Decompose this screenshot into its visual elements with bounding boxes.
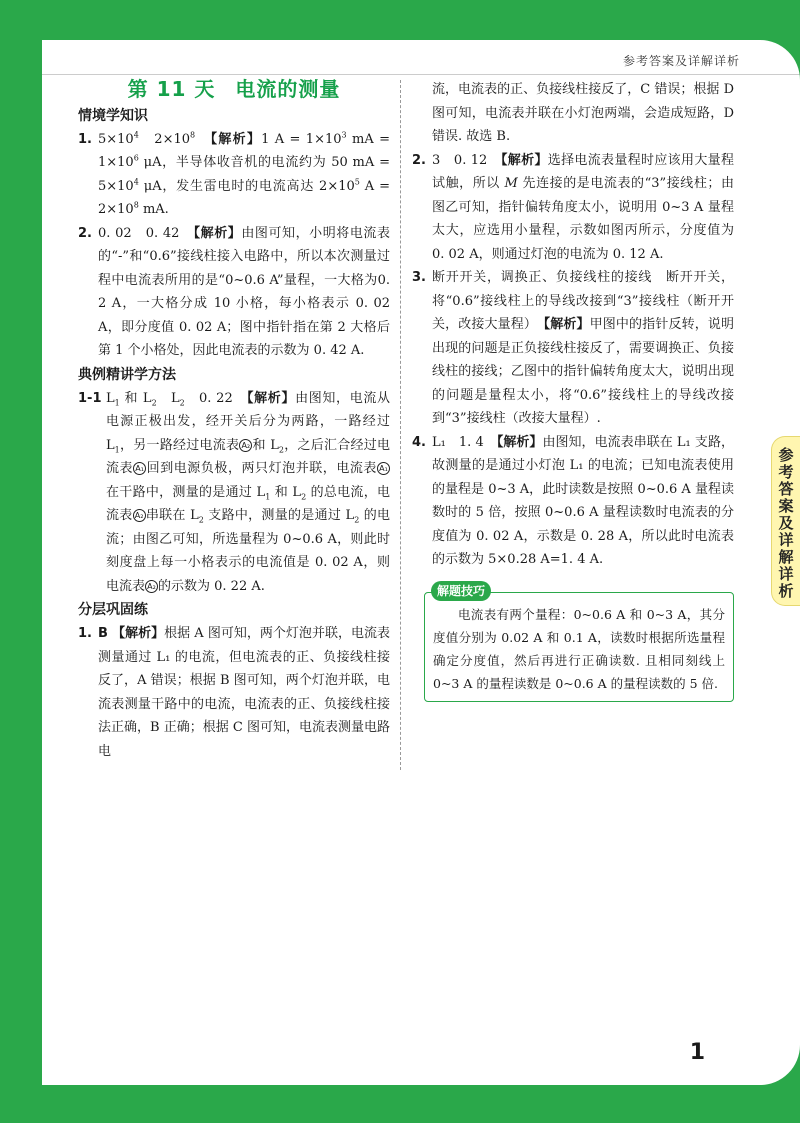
item-number: 3. <box>412 270 426 285</box>
answer-item-b1-continued <box>412 78 734 149</box>
page <box>42 40 800 1085</box>
header-divider <box>42 74 800 75</box>
ammeter-a1-symbol: A₁ <box>133 462 146 475</box>
analysis-tag: 【解析】 <box>112 626 165 641</box>
item-text: $5\times 10^4$ $2\times 10^8$ 【解析】1 $A = 1\times 10^3$ mA = $1\times 10^6$ μA，半导体收音机的电流约为 50 mA = $5\times 10^4$ μA，发生雷电时的电流高达 $2\times 10^5$ $A = 2\times 10^8$ mA. <box>98 130 390 217</box>
analysis-tag: 【解析】 <box>496 434 543 450</box>
ammeter-a2-symbol: A₂ <box>145 580 158 593</box>
column-divider <box>400 80 401 770</box>
item-text: 流，电流表的正、负接线柱接反了，C 错误；根据 D 图可知，电流表并联在小灯泡两端，会造成短路，D 错误. 故选 B. <box>432 82 734 144</box>
tip-box <box>424 583 734 702</box>
answer-item-1 <box>78 128 390 222</box>
item-text-b: 先连接的是电流表的“3”接线柱；由图乙可知，指针偏转角度太小，说明用 0~3 A 量程太大，应选用小量程，示数如图丙所示，分度值为 0. 02 A，则通过灯泡的电流为 0. 12 A. <box>432 176 734 262</box>
item-answer: 0. 02 0. 42 <box>98 225 194 241</box>
item-answer: L₁ 1. 4 <box>432 434 497 450</box>
analysis-tag: 【解析】 <box>210 131 262 147</box>
section-heading-1: 情境学知识 <box>78 107 148 124</box>
item-answer: 3 0. 12 <box>432 152 501 168</box>
right-column <box>412 78 734 702</box>
item-text: 由图知，电流表串联在 L₁ 支路，故测量的是通过小灯泡 L₁ 的电流；已知电流表使用的量程是 0~3 A，此时读数是按照 0~0.6 A 量程读数时的 5 倍，按照 0~0.6 A 量程读数时电流表的分度值为 0. 02 A，示数是 0. 28 A，所以此时电流表的示数为 5×0.28 A=1. 4 A. <box>432 434 734 567</box>
item-text: 根据 A 图可知，两个灯泡并联，电流表测量通过 L₁ 的电流，但电流表的正、负接线柱接反了，A 错误；根据 B 图可知，两个灯泡并联，电流表测量干路中的电流，电流表的正、负接线柱接法正确，B 正确；根据 C 图可知，电流表测量电路电 <box>98 626 390 759</box>
answer-item-b4 <box>412 431 734 572</box>
variable-m: M <box>504 176 518 191</box>
title-topic: 电流的测量 <box>235 77 341 101</box>
analysis-tag: 【解析】 <box>193 225 242 241</box>
item-answer: B <box>98 626 108 641</box>
answer-item-b3 <box>412 266 734 431</box>
item-number: 1-1 <box>78 390 102 406</box>
running-header: 参考答案及详解详析 <box>622 54 740 68</box>
answer-item-b2 <box>412 149 734 267</box>
item-number: 1. <box>78 626 92 641</box>
item-text: 由图可知，小明将电流表的“-”和“0.6”接线柱接入电路中，所以本次测量过程中电流表所用的是“0~0.6 A”量程，一大格为0. 2 A，一大格分成 10 小格，每小格表示 0. 02 A，即分度值 0. 02 A；图中指针指在第 2 大格后第 1 个小格处，因此电流表的示数为 0. 42 A. <box>98 225 390 358</box>
title-day: 第 11 天 <box>127 77 216 101</box>
answer-item-1-1 <box>78 387 390 599</box>
analysis-tag: 【解析】 <box>247 390 296 406</box>
page-number: 1 <box>689 1040 705 1065</box>
tip-text: 电流表有两个量程：0~0.6 A 和 0~3 A，其分度值分别为 0.02 A 和 0.1 A，读数时根据所选量程确定分度值，然后再进行正确读数. 且相同刻线上 0~3 A 的量程读数是 0~0.6 A 的量程读数的 5 倍. <box>433 606 725 691</box>
item-number: 2. <box>412 152 426 168</box>
answer-item-2 <box>78 222 390 363</box>
section-heading-3: 分层巩固练 <box>78 602 148 618</box>
item-text-a: 选择电流表量程时应该用大量程试触，所以 <box>432 152 734 191</box>
left-column <box>78 78 390 763</box>
item-number: 2. <box>78 225 92 241</box>
side-tab-label: 参考答案及详解详析 <box>776 447 795 600</box>
section-heading-2: 典例精讲学方法 <box>78 366 176 383</box>
ammeter-a1-symbol: A₁ <box>377 462 390 475</box>
analysis-tag: 【解析】 <box>543 317 590 332</box>
ammeter-a2-symbol: A₂ <box>239 439 252 452</box>
answer-item-b1 <box>78 622 390 763</box>
tip-label: 解题技巧 <box>431 581 491 601</box>
item-number: 4. <box>412 434 426 450</box>
item-answer: 断开开关，调换正、负接线柱的接线 断开开关，将“0.6”接线柱上的导线改接到“3”接线柱（断开开关，改接大量程） <box>432 270 734 332</box>
item-text: $L_1$ 和 $L_2$ $L_2$ 0. 22 【解析】由图知，电流从电源正极出发，经开关后分为两路，一路经过 $L_1$，另一路经过电流表 A₂ 和 $L_2$，之后汇合经过电流表 A₁ 回到电源负极，两只灯泡并联，电流表 A₁在干路中，测量的是通过 $L_1$ 和 $L_2$ 的总电流，电流表 A₂ 串联在 $L_2$ 支路中，测量的是通过 $L_2$ 的电流；由图乙可知，所选量程为 0~0.6 A，则此时刻度盘上每一小格表示的电流值是 0. 02 A，则电流表 A₂ 的示数为 0. 22 A. <box>106 390 391 594</box>
item-text: 甲图中的指针反转，说明出现的问题是正负接线柱接反了，需要调换正、负接线柱的接线；乙图中的指针偏转角度太大，说明出现的问题是量程太小，将“0.6”接线柱上的导线改接到“3”接线柱（改接大量程）. <box>432 317 734 426</box>
item-number: 1. <box>78 131 92 147</box>
side-tab <box>771 436 800 606</box>
page-title <box>78 78 390 102</box>
ammeter-a2-symbol: A₂ <box>133 509 146 522</box>
analysis-tag: 【解析】 <box>500 152 548 168</box>
